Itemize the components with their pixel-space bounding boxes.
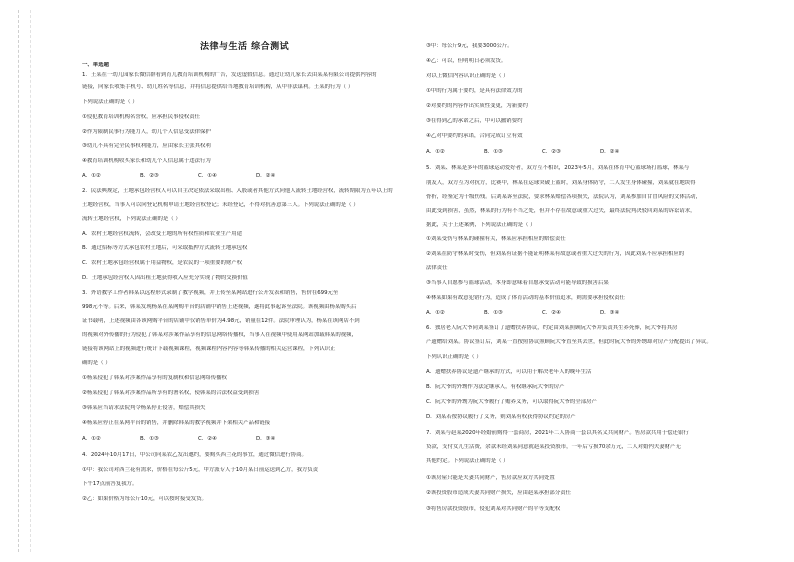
choice-option[interactable]: B．通过招标等方式承包农村土地后，可采取抵押方式流转土地承包权 (82, 245, 248, 251)
statement-option: ②刘某在防守林某时受伤，但刘某有证据不能证明林某有故意或者重大过失的行为，因此刘某不应承担相应的 (426, 251, 685, 257)
answer-choices (426, 149, 736, 156)
question-text: 流转土地经营权，下列说法正确的是（ ） (82, 216, 181, 222)
question-text: ②乙：如果价格为每公斤10元，可以按时接受发货。 (82, 496, 207, 502)
question-prompt: 确的是（ ） (82, 360, 111, 366)
question-text: 链接，向家长收集手机号、幼儿姓名等信息，并将信息提供给当地教育培训机构，从中非法谋利。王某的行为（ ） (82, 84, 354, 90)
choice-d[interactable]: D．③④ (256, 436, 276, 442)
question-text: 链接将该网站上的视频进行统计下载视频课程，视频课程内容内容等韩某传播的相关运营课程，下列认识正 (82, 346, 336, 352)
question-prompt: 其他约定。下列说法正确的是（ ） (426, 458, 509, 464)
statement-option: ①甲的行为属于要约，是具有法律效力的 (426, 88, 523, 94)
statement-option: ③当事人自愿参与篮球活动，本身即意味着自愿承受活动可能导致的损害后果 (426, 280, 609, 286)
question-text: ①甲：我公司对西兰花有需求，价格在每公斤5元，甲方派专人于10月某日前运送到乙方，我方负责 (82, 467, 319, 473)
section-heading: 一、单选题 (82, 62, 109, 68)
choice-d[interactable]: D．②④ (600, 149, 620, 155)
question-text: 证书载明，上述视频由各该网购平台的店铺中仅销售单价为4.98元，销量在12件。法院审理认为，杨某在该网店不到 (82, 318, 360, 324)
statement-option: ③在得到乙的承诺之后，甲可以撤销要约 (426, 118, 523, 124)
statement-option: ①该房屋只能是夫妻共同财产，售房款应双方共同处置 (426, 475, 555, 481)
question-text: 下午17点前答复我方。 (82, 481, 138, 487)
choice-d[interactable]: D．③④ (600, 310, 620, 316)
question-text: 3．外语教学工作者韩某以远程形式录制了教学视频，并上传至某网站进行公开发表和销售，售价在699元至 (82, 290, 339, 296)
question-text: 998元不等。后来，韩某发现杨某在某网购平台的店铺中销售上述视频，遂将此事起诉至法院。该视频由杨某购买后 (82, 304, 357, 310)
choice-c[interactable]: C．①④ (198, 173, 217, 179)
statement-option: 法律责任 (426, 265, 448, 271)
question-text: 2．民法典规定，土地承包经营权人可以自主决定依法采取出租、入股或者其他方式向他人流转土地经营权，流转期限为五年以上的 (82, 188, 393, 194)
choice-c[interactable]: C．②④ (542, 310, 561, 316)
question-prompt: 下列认识正确的是（ ） (426, 354, 482, 360)
statement-option: ①杨某侵犯了韩某对涉案作品享有的复制权和信息网络传播权 (82, 375, 227, 381)
question-text: 5．刘某、林某是多年的篮球运动爱好者，双方互不相识，2023年5月，刘某在体育中心篮球场打篮球，林某与 (426, 165, 690, 171)
binding-margin-line (18, 10, 19, 552)
statement-option: ④杨某应停止在某网平台的销售，并删除韩某的教学视频并下架相关产品和链接 (82, 420, 271, 426)
choice-option[interactable]: D．刘某若按协议履行了义务，则刘某有权获得协议约定的房产 (426, 414, 576, 420)
statement-option: ④乙对甲要约的承诺，合同完成订立有效 (426, 133, 523, 139)
choice-a[interactable]: A．①② (82, 173, 101, 179)
statement-option: ③幼儿不具有完全民事权利能力，应由家长主张其权利 (82, 143, 211, 149)
question-text: 6．独居老人阮大爷同刘某签订了遗赠扶养协议，约定由刘某照顾阮大爷并负责其生养死葬，阮大爷将其房 (426, 325, 678, 331)
choice-option[interactable]: A．遗赠扶养协议是遗产继承的方式，可以用于解决老年人的晚年生活 (426, 369, 592, 375)
choice-b[interactable]: B．①③ (484, 310, 503, 316)
answer-choices (82, 436, 396, 443)
choice-c[interactable]: C．②③ (542, 149, 561, 155)
statement-option: ④教育培训机构收买家长和幼儿个人信息属于违法行为 (82, 158, 211, 164)
question-text: 朋友人，双方互为对抗方，比赛中，林某在运球突破上篮时，刘某身体防守，二人发生身体碰撞，刘某就在地块得 (426, 180, 696, 186)
question-prompt: 下列说法正确的是（ ） (82, 99, 138, 105)
question-text: 产遗赠给刘某。协议签订后，刘某一直按照协议照顾阮大爷直至其去世，但此时阮大爷的外甥却对房产分配提出了异议。 (426, 339, 712, 345)
statement-option: ③将售房款投资股市，侵犯刘某对共同财产的平等支配权 (426, 506, 561, 512)
choice-d[interactable]: D．②④ (256, 173, 276, 179)
question-text: ④乙：可以，但明明日必须发货。 (426, 58, 507, 64)
choice-option[interactable]: D．土地承包经营权人因出租土地获得收入应充分实现了物的交换价值 (82, 275, 248, 281)
question-text: 1．王某在一幼儿园家长微信群看到育儿教育培训机构的广告，发送虚假信息。通过让幼儿家长去由某某有限公司提供内容的 (82, 72, 377, 78)
answer-choices (426, 310, 736, 317)
statement-option: ④林某如果有故意犯错行为，造成了体育活动的基本价值追求，则需要承担侵权责任 (426, 295, 625, 301)
question-text: 7．刘某与赵某2020年经婚前购得一套商房，2021年二人协商一套以其名义共同财产。售房款共用于偿还银行 (426, 430, 689, 436)
choice-a[interactable]: A．①② (82, 436, 101, 442)
question-text: 土地经营权，当事人可以向登记机构申请土地经营权登记；未经登记，不得对抗善意第三人。下列说法正确的是（ ） (82, 202, 359, 208)
question-text: ③甲：每公斤9元，我要3000公斤。 (426, 43, 513, 49)
choice-option[interactable]: C．阮大爷的外甥为阮大爷履行了赡养义务，可以取得阮大爷的全部房产 (426, 399, 597, 405)
statement-option: ①刘某受伤与林某的碰撞有关，林某应承担相应的赔偿责任 (426, 236, 566, 242)
binding-margin-line-inner (30, 10, 31, 552)
choice-b[interactable]: B．②③ (140, 173, 159, 179)
question-prompt: 据此，关于上述案例，下列说法正确的是（ ） (426, 222, 536, 228)
question-text: 4．2024年10月17日，甲公司向某农乙发出邀约，要购买西兰花的事宜，通过微信进行协商。 (82, 452, 307, 458)
choice-b[interactable]: B．①③ (484, 149, 503, 155)
choice-c[interactable]: C．②④ (198, 436, 217, 442)
statement-option: ②杨某侵犯了韩某对涉案作品所享有的署名权，使韩某的合法权益受到损害 (82, 390, 260, 396)
question-text: 骨折，经鉴定为十级伤残。后刘某诉至法院，要求林某赔偿各项损失，法院认为，刘某参加自甘冒风险的文体活动， (426, 194, 701, 200)
choice-a[interactable]: A．①② (426, 149, 445, 155)
question-text: 的视频对外传播的行为侵犯了韩某对涉案作品享有的信息网络传播权，当事人在视频中使用某网站加载韩某的视频， (82, 332, 357, 338)
choice-b[interactable]: B．①③ (140, 436, 159, 442)
statement-option: ②该投资股市造成夫妻共同财产损失，应由赵某承担部分责任 (426, 490, 571, 496)
question-text: 贷款，支付女儿生活费，余款未经刘某同意就赵某投资股市，一年后亏损70余万元，二人对婚内夫妻财产无 (426, 444, 681, 450)
answer-choices (82, 173, 396, 180)
statement-option: ②作为限制民事行为能力人，幼儿个人信息受法律保护 (82, 129, 211, 135)
question-text: 由此受到损害，虽然，林某的行为有不当之处，但并不存在故意或重大过失，最终法院判决驳回刘某的诉讼请求， (426, 208, 696, 214)
question-prompt: 对以上微信内容认识正确的是（ ） (426, 73, 509, 79)
document-title: 法律与生活 综合测试 (200, 42, 290, 52)
statement-option: ③韩某应当请求法院判令杨某停止侵害，赔偿其损失 (82, 405, 206, 411)
statement-option: ①侵犯教育培训机构名誉权，应承担民事侵权责任 (82, 114, 201, 120)
choice-a[interactable]: A．①② (426, 310, 445, 316)
choice-option[interactable]: B．阮大爷的外甥作为法定继承人，有权继承阮大爷的房产 (426, 384, 565, 390)
choice-option[interactable]: C．农村土地承包经营权属于用益物权，是农民的一项重要的财产权 (82, 260, 243, 266)
choice-option[interactable]: A．农村土地经营权流转，会改变土地的所有权性质和农业生产用途 (82, 231, 243, 237)
statement-option: ②对要约的内容作出实质性变更，为新要约 (426, 103, 528, 109)
